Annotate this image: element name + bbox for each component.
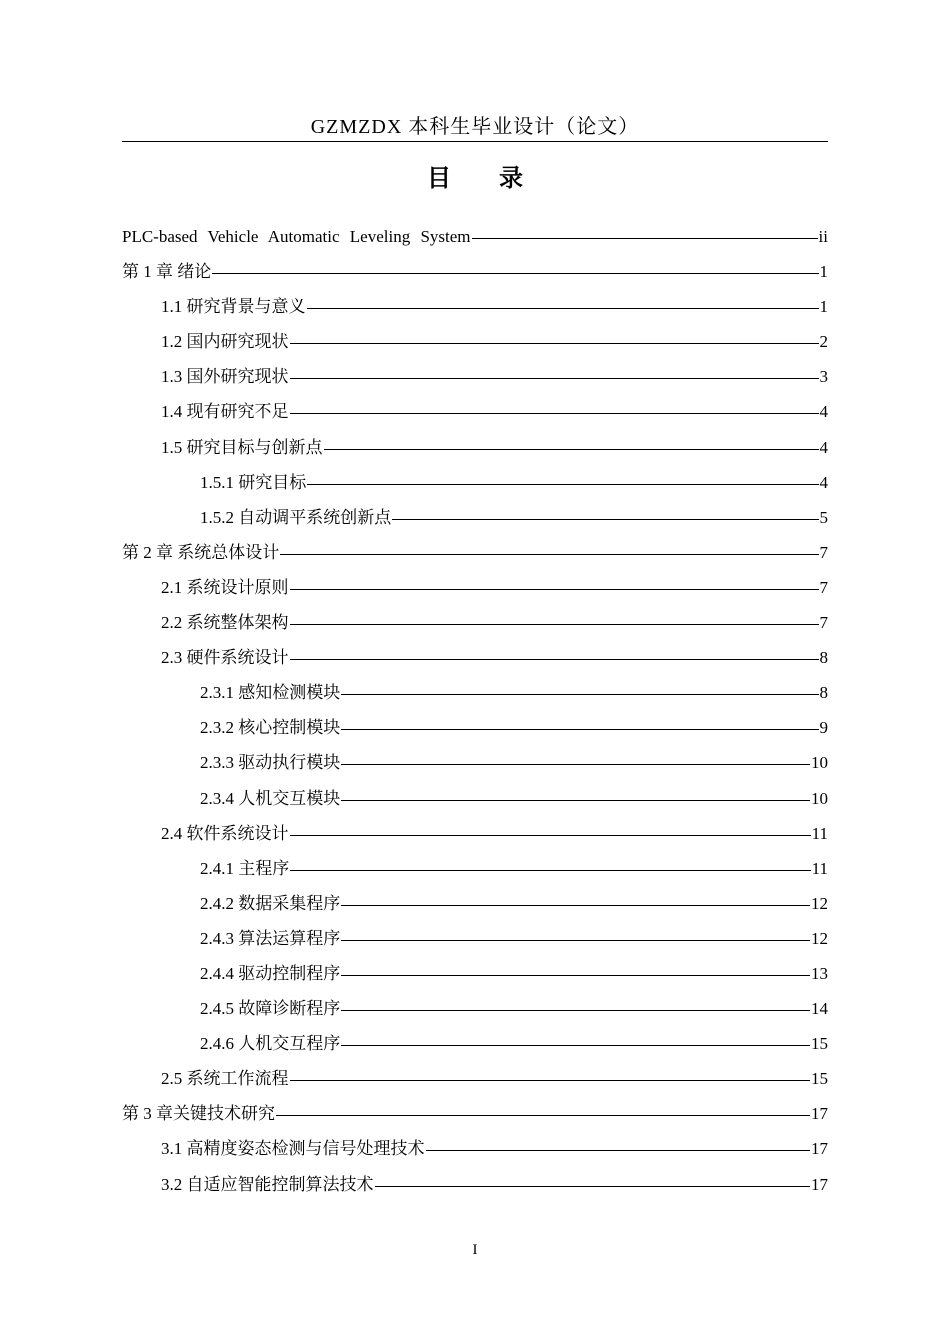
toc-leader-line [280,554,818,555]
toc-entry-label: 2.1 系统设计原则 [161,577,289,597]
toc-entry[interactable] [122,643,828,678]
toc-leader-line [290,1080,811,1081]
toc-entry-page-number: 12 [811,928,828,948]
toc-entry-page-number: 17 [811,1174,828,1194]
toc-entry[interactable] [122,362,828,397]
toc-entry-label: 1.5.2 自动调平系统创新点 [200,507,392,527]
toc-entry[interactable] [122,1029,828,1064]
toc-entry[interactable] [122,678,828,713]
toc-entry-label: 2.4.4 驱动控制程序 [200,963,341,983]
toc-entry[interactable] [122,468,828,503]
toc-entry-label: 1.4 现有研究不足 [161,402,289,422]
toc-entry-label: 1.3 国外研究现状 [161,367,289,387]
toc-leader-line [341,940,810,941]
toc-entry-label: 2.3.3 驱动执行模块 [200,753,341,773]
toc-entry[interactable] [122,503,828,538]
toc-entry[interactable] [122,1064,828,1099]
toc-entry-page-number: 1 [819,262,828,282]
toc-entry-label: 第 3 章关键技术研究 [122,1104,275,1124]
toc-entry[interactable] [122,713,828,748]
toc-leader-line [341,905,810,906]
toc-entry[interactable] [122,257,828,292]
toc-leader-line [341,800,810,801]
footer-page-number: I [472,1242,478,1258]
toc-entry-label: 2.3.2 核心控制模块 [200,718,341,738]
toc-leader-line [290,378,819,379]
toc-leader-line [290,343,819,344]
toc-entry[interactable] [122,854,828,889]
toc-entry-page-number: 15 [811,1069,828,1089]
toc-title-char-2: 录 [499,164,523,192]
toc-entry[interactable] [122,538,828,573]
toc-entry[interactable] [122,959,828,994]
toc-entry-page-number: 14 [811,999,828,1019]
toc-entry[interactable] [122,819,828,854]
toc-leader-line [307,484,818,485]
toc-entry-page-number: 4 [819,437,828,457]
header-rule [122,141,828,142]
toc-leader-line [290,870,810,871]
toc-entry-label: 2.2 系统整体架构 [161,613,289,633]
toc-entry[interactable] [122,1170,828,1205]
toc-entry-label: 2.3.4 人机交互模块 [200,788,341,808]
toc-entry[interactable] [122,433,828,468]
toc-entry-label: 第 2 章 系统总体设计 [122,542,280,562]
toc-entry-page-number: 8 [819,648,828,668]
toc-entry[interactable] [122,1099,828,1134]
toc-entry-label: 1.5 研究目标与创新点 [161,437,323,457]
toc-leader-line [324,449,819,450]
toc-entry-label: 2.5 系统工作流程 [161,1069,289,1089]
toc-leader-line [375,1186,811,1187]
running-header: GZMZDX 本科生毕业设计（论文） [310,116,640,138]
toc-leader-line [341,975,810,976]
toc-entry[interactable] [122,397,828,432]
toc-leader-line [290,659,819,660]
toc-entry-page-number: 3 [819,367,828,387]
toc-leader-line [290,624,819,625]
toc-entry-label: 2.4.2 数据采集程序 [200,893,341,913]
toc-entry-page-number: 17 [811,1104,828,1124]
toc-title [122,162,828,194]
toc-leader-line [212,273,818,274]
toc-entry-label: 2.3.1 感知检测模块 [200,683,341,703]
toc-entry-page-number: 15 [811,1034,828,1054]
toc-entry-label: 2.4.5 故障诊断程序 [200,999,341,1019]
toc-entry-page-number: 7 [819,542,828,562]
toc-entry-page-number: 5 [819,507,828,527]
toc-entry-page-number: 4 [819,472,828,492]
toc-leader-line [341,764,810,765]
toc-entry-page-number: 10 [811,788,828,808]
toc-leader-line [290,413,819,414]
toc-entry-page-number: 8 [819,683,828,703]
toc-entry[interactable] [122,608,828,643]
toc-leader-line [392,519,818,520]
toc-entry-label: 2.4.3 算法运算程序 [200,928,341,948]
toc-entry-page-number: 10 [811,753,828,773]
toc-leader-line [290,835,811,836]
toc-entry-page-number: 11 [811,858,828,878]
toc-leader-line [307,308,819,309]
toc-entry-page-number: 7 [819,577,828,597]
toc-entry-label: 3.1 高精度姿态检测与信号处理技术 [161,1139,425,1159]
toc-entry-page-number: 12 [811,893,828,913]
toc-entry-label: 2.4 软件系统设计 [161,823,289,843]
toc-entry-page-number: 7 [819,613,828,633]
toc-leader-line [341,1045,810,1046]
toc-entry-label: 2.4.6 人机交互程序 [200,1034,341,1054]
toc-entry-page-number: 2 [819,332,828,352]
toc-leader-line [472,238,818,239]
toc-leader-line [426,1150,811,1151]
toc-leader-line [341,694,818,695]
toc-entry[interactable] [122,994,828,1029]
toc-entry[interactable] [122,292,828,327]
toc-entry-page-number: 9 [819,718,828,738]
toc-entry[interactable] [122,784,828,819]
toc-entry-page-number: 1 [819,297,828,317]
toc-leader-line [290,589,819,590]
toc-entry-label: 2.4.1 主程序 [200,858,290,878]
toc-entry[interactable] [122,748,828,783]
toc-entry[interactable] [122,222,828,257]
toc-entry[interactable] [122,327,828,362]
toc-entry[interactable] [122,1134,828,1169]
toc-entry-label: PLC-based Vehicle Automatic Leveling System [122,227,471,246]
toc-entry-page-number: ii [818,227,828,246]
toc-title-char-1: 目 [427,164,451,192]
toc-entry-label: 1.5.1 研究目标 [200,472,307,492]
toc-entry[interactable] [122,889,828,924]
table-of-contents [122,222,828,1205]
toc-leader-line [276,1115,810,1116]
toc-entry-label: 2.3 硬件系统设计 [161,648,289,668]
toc-entry[interactable] [122,573,828,608]
toc-entry[interactable] [122,924,828,959]
toc-entry-label: 1.2 国内研究现状 [161,332,289,352]
toc-entry-page-number: 17 [811,1139,828,1159]
toc-entry-page-number: 4 [819,402,828,422]
toc-leader-line [341,729,818,730]
toc-entry-label: 第 1 章 绪论 [122,262,212,282]
toc-entry-label: 3.2 自适应智能控制算法技术 [161,1174,374,1194]
toc-entry-label: 1.1 研究背景与意义 [161,297,306,317]
toc-leader-line [341,1010,810,1011]
toc-entry-page-number: 13 [811,963,828,983]
toc-entry-page-number: 11 [811,823,828,843]
